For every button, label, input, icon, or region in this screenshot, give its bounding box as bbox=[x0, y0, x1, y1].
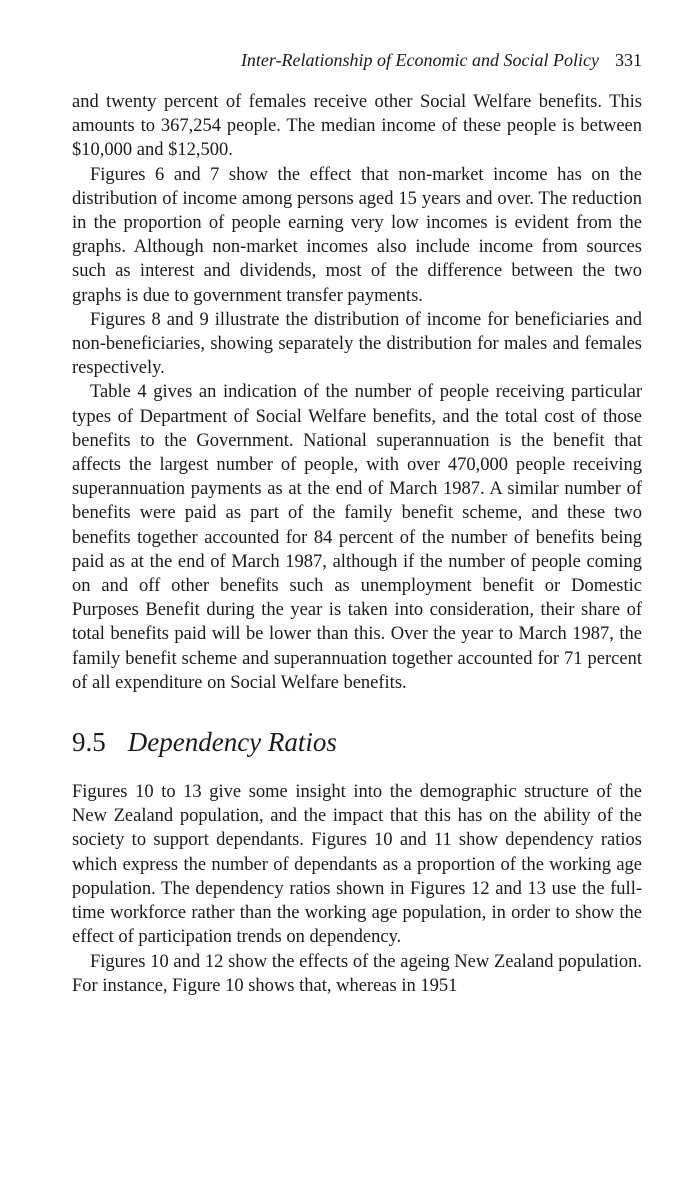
book-page bbox=[72, 50, 642, 998]
section-number: 9.5 bbox=[72, 727, 106, 758]
paragraph-figures-6-7: Figures 6 and 7 show the effect that non-market income has on the distribution of income among persons aged 15 years and over. The reduction in the proportion of people earning very low incomes is evident from the graphs. Although non-market incomes also include income from sources such as interest and dividends, most of the difference between the two graphs is due to government transfer payments. bbox=[72, 164, 642, 306]
paragraph-figures-10-13: Figures 10 to 13 give some insight into the demographic structure of the New Zealand population, and the impact that this has on the ability of the society to support dependants. Figures 10 and 11 show dependency ratios which express the number of dependants as a proportion of the working age population. The dependency ratios shown in Figures 12 and 13 use the full-time workforce rather than the working age population, in order to show the effect of participation trends on dependency. bbox=[72, 782, 642, 948]
paragraph-continued: and twenty percent of females receive other Social Welfare benefits. This amounts to 367,254 people. The median income of these people is between $10,000 and $12,500. bbox=[72, 92, 642, 161]
section-title: Dependency Ratios bbox=[127, 727, 337, 758]
running-title: Inter-Relationship of Economic and Social Policy bbox=[240, 50, 599, 70]
section-heading bbox=[72, 726, 642, 758]
paragraph-figures-8-9: Figures 8 and 9 illustrate the distribution of income for beneficiaries and non-beneficiaries, showing separately the distribution for males and females respectively. bbox=[72, 309, 642, 379]
page-number: 331 bbox=[615, 50, 642, 70]
paragraph-table-4: Table 4 gives an indication of the number of people receiving particular types of Department of Social Welfare benefits, and the total cost of those benefits to the Government. National superannuation is the benefit that affects the largest number of people, with over 470,000 people receiving superannuation payments as at the end of March 1987. A similar number of benefits were paid as part of the family benefit scheme, and these two benefits together accounted for 84 percent of the number of benefits being paid as at the end of March 1987, although if the number of people coming on and off other benefits such as unemployment benefit or Domestic Purposes Benefit during the year is taken into consideration, their share of total benefits paid will be lower than this. Over the year to March 1987, the family benefit scheme and superannuation together accounted for 71 percent of all expenditure on Social Welfare benefits. bbox=[72, 382, 642, 693]
running-header bbox=[72, 50, 642, 76]
paragraph-figures-10-12: Figures 10 and 12 show the effects of the ageing New Zealand population. For instance, Figure 10 shows that, whereas in 1951 bbox=[72, 951, 642, 996]
